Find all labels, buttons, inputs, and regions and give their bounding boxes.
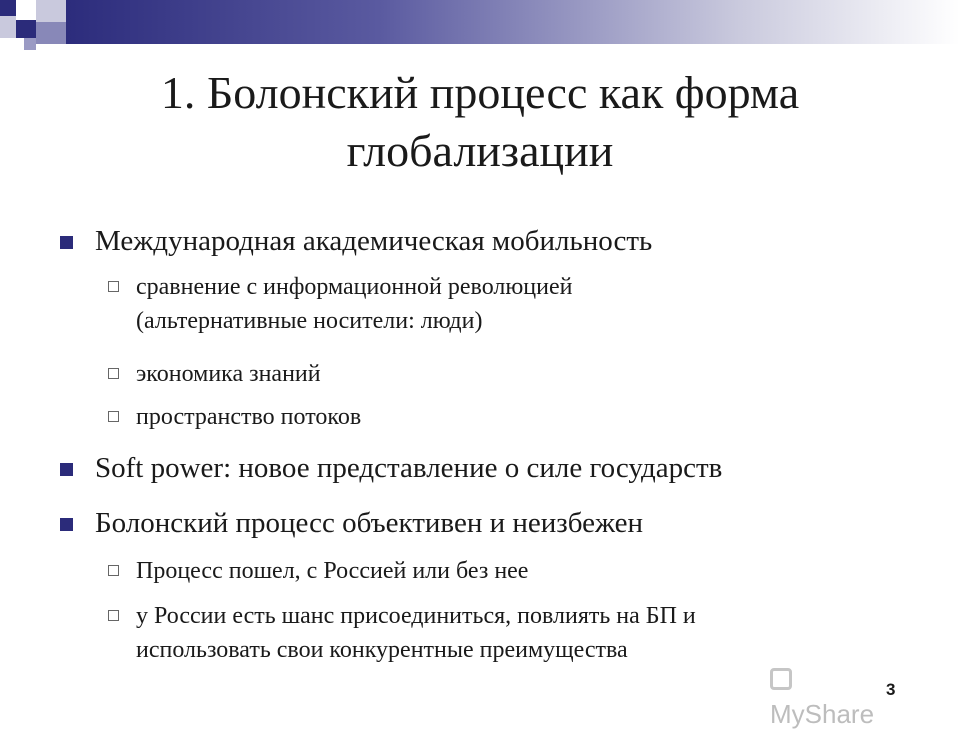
sub-bullet-line: Процесс пошел, с Россией или без нее: [136, 558, 529, 584]
sub-bullet-line: экономика знаний: [136, 361, 321, 387]
square-bullet-icon: [60, 236, 73, 249]
bullet-text: Международная академическая мобильность: [95, 225, 653, 257]
hollow-square-bullet-icon: [108, 610, 119, 621]
hollow-square-bullet-icon: [108, 368, 119, 379]
sub-bullet-text: [136, 270, 573, 338]
sub-bullet-line: использовать свои конкурентные преимущества: [136, 637, 628, 663]
slide-number: 3: [886, 680, 896, 699]
sub-bullet-text: [136, 599, 696, 667]
sub-bullet-line: сравнение с информационной революцией: [136, 274, 573, 300]
sub-bullet-line: у России есть шанс присоединиться, повлиять на БП и: [136, 603, 696, 629]
bullet-text: Soft power: новое представление о силе государств: [95, 452, 723, 484]
square-bullet-icon: [60, 518, 73, 531]
sub-bullet-line: пространство потоков: [136, 404, 362, 430]
sub-bullet-line: (альтернативные носители: люди): [136, 308, 483, 334]
watermark: [770, 660, 890, 729]
title-line: 1. Болонский процесс как форма: [160, 67, 800, 118]
hollow-square-bullet-icon: [108, 281, 119, 292]
square-bullet-icon: [60, 463, 73, 476]
hollow-square-bullet-icon: [108, 411, 119, 422]
bullet-text: Болонский процесс объективен и неизбежен: [95, 507, 644, 539]
watermark-text: MyShare: [770, 699, 875, 729]
hollow-square-bullet-icon: [108, 565, 119, 576]
sub-bullet-text: [136, 554, 528, 588]
sub-bullet-text: [136, 400, 361, 434]
sub-bullet-text: [136, 357, 321, 391]
title-line: глобализации: [346, 125, 614, 176]
watermark-logo-icon: [770, 668, 792, 690]
